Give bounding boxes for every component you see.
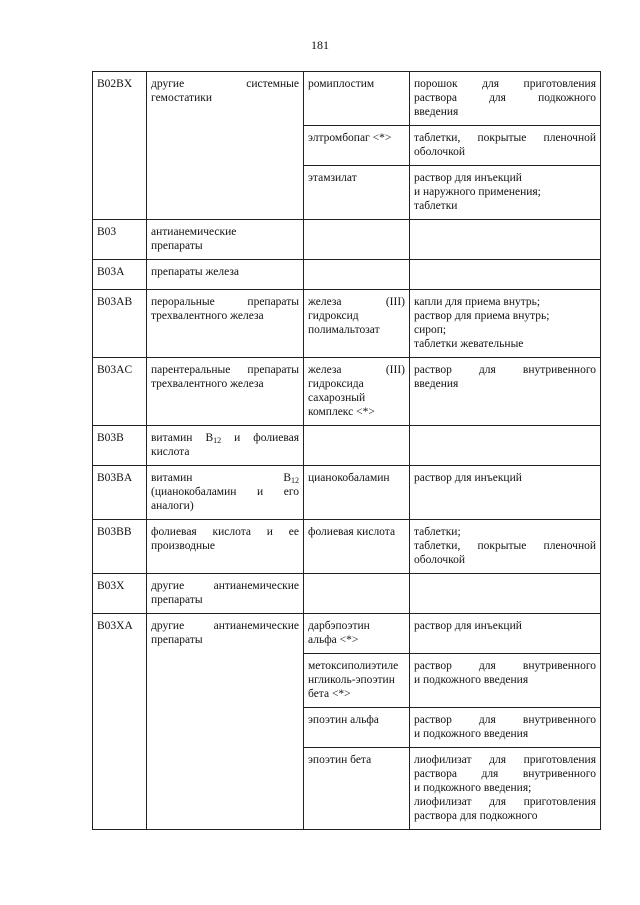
dosage-form-cell <box>410 220 601 260</box>
atc-code-cell: B03 <box>93 220 147 260</box>
atc-code-cell: B03BA <box>93 466 147 520</box>
anatomical-group-cell <box>147 260 304 290</box>
cell-line: витамин $B_{12}$ и фолиевая <box>151 432 299 445</box>
cell-line: лиофилизат для приготовления <box>414 754 596 766</box>
drug-name-cell <box>304 426 410 466</box>
dosage-form-cell <box>410 290 601 358</box>
cell-line: препараты <box>151 634 203 646</box>
dosage-form-cell <box>410 614 601 654</box>
cell-line: гидроксид <box>308 310 359 322</box>
cell-line: другие антианемические <box>151 580 299 592</box>
table-row <box>93 290 601 358</box>
page-number: 181 <box>311 38 329 52</box>
cell-line: сироп; <box>414 324 447 336</box>
cell-line: раствор для внутривенного <box>414 660 596 672</box>
dosage-form-cell <box>410 574 601 614</box>
cell-line: гемостатики <box>151 92 212 104</box>
cell-line: эпоэтин бета <box>308 754 372 766</box>
table-row <box>93 72 601 126</box>
table-row <box>93 358 601 426</box>
dosage-form-cell <box>410 466 601 520</box>
cell-line: антианемические <box>151 226 237 238</box>
drug-name-cell <box>304 574 410 614</box>
dosage-form-cell <box>410 166 601 220</box>
cell-line: витамин $B_{12}$ <box>151 472 299 485</box>
cell-line: лиофилизат для приготовления <box>414 796 596 808</box>
cell-line: кислота <box>151 446 190 458</box>
cell-line: препараты <box>151 594 203 606</box>
cell-line: аналоги) <box>151 500 194 512</box>
anatomical-group-cell <box>147 520 304 574</box>
atc-code-cell: B02BX <box>93 72 147 220</box>
dosage-form-cell <box>410 708 601 748</box>
cell-line: эпоэтин альфа <box>308 714 379 726</box>
cell-line: введения <box>414 106 459 118</box>
cell-line: трехвалентного железа <box>151 378 264 390</box>
cell-line: раствор для инъекций <box>414 472 522 484</box>
cell-line: и наружного применения; <box>414 186 541 198</box>
table-row <box>93 520 601 574</box>
drug-name-cell <box>304 166 410 220</box>
cell-line: таблетки жевательные <box>414 338 524 350</box>
atc-code-cell: B03AB <box>93 290 147 358</box>
dosage-form-cell <box>410 126 601 166</box>
table-row <box>93 220 601 260</box>
cell-line: и подкожного введения; <box>414 782 532 794</box>
dosage-form-cell <box>410 72 601 126</box>
atc-code-cell: B03AC <box>93 358 147 426</box>
cell-line: производные <box>151 540 215 552</box>
drug-name-cell <box>304 220 410 260</box>
dosage-form-cell <box>410 654 601 708</box>
cell-line: железа (III) <box>308 364 405 376</box>
cell-line: этамзилат <box>308 172 357 184</box>
cell-line: ромиплостим <box>308 78 375 90</box>
drug-name-cell <box>304 520 410 574</box>
cell-line: препараты железа <box>151 266 239 278</box>
anatomical-group-cell <box>147 220 304 260</box>
cell-line: порошок для приготовления <box>414 78 596 90</box>
drug-name-cell <box>304 290 410 358</box>
cell-line: оболочкой <box>414 554 466 566</box>
cell-line: элтромбопаг <*> <box>308 132 392 144</box>
anatomical-group-cell <box>147 574 304 614</box>
table-row <box>93 614 601 654</box>
cell-line: железа (III) <box>308 296 405 308</box>
cell-line: раствора для внутривенного <box>414 768 596 780</box>
cell-line: гидроксида <box>308 378 364 390</box>
drug-name-cell <box>304 260 410 290</box>
dosage-form-cell <box>410 520 601 574</box>
anatomical-group-cell <box>147 358 304 426</box>
cell-line: парентеральные препараты <box>151 364 299 376</box>
cell-line: метоксиполиэтиле <box>308 660 399 672</box>
dosage-form-cell <box>410 358 601 426</box>
cell-line: трехвалентного железа <box>151 310 264 322</box>
drug-classification-table <box>92 71 601 830</box>
cell-line: раствор для инъекций <box>414 172 522 184</box>
cell-line: цианокобаламин <box>308 472 390 484</box>
drug-name-cell <box>304 748 410 830</box>
cell-line: препараты <box>151 240 203 252</box>
cell-line: раствора для подкожного <box>414 92 596 104</box>
table-row <box>93 466 601 520</box>
atc-code-cell: B03XA <box>93 614 147 830</box>
cell-line: таблетки, покрытые пленочной <box>414 132 596 144</box>
dosage-form-cell <box>410 748 601 830</box>
anatomical-group-cell <box>147 426 304 466</box>
cell-line: и подкожного введения <box>414 728 529 740</box>
table-row <box>93 260 601 290</box>
atc-code-cell: B03BB <box>93 520 147 574</box>
drug-name-cell <box>304 708 410 748</box>
cell-line: другие антианемические <box>151 620 299 632</box>
atc-code-cell: B03X <box>93 574 147 614</box>
atc-code-cell: B03B <box>93 426 147 466</box>
cell-line: сахарозный <box>308 392 366 404</box>
cell-line: бета <*> <box>308 688 351 700</box>
cell-line: раствора для подкожного <box>414 810 538 822</box>
anatomical-group-cell <box>147 72 304 220</box>
drug-name-cell <box>304 466 410 520</box>
cell-line: введения <box>414 378 459 390</box>
anatomical-group-cell <box>147 290 304 358</box>
atc-code-cell: B03A <box>93 260 147 290</box>
table-row <box>93 426 601 466</box>
cell-line: (цианокобаламин и его <box>151 486 299 498</box>
cell-line: фолиевая кислота <box>308 526 396 538</box>
drug-name-cell <box>304 614 410 654</box>
cell-line: капли для приема внутрь; <box>414 296 541 308</box>
cell-line: раствор для внутривенного <box>414 714 596 726</box>
anatomical-group-cell <box>147 466 304 520</box>
cell-line: таблетки <box>414 200 458 212</box>
cell-line: оболочкой <box>414 146 466 158</box>
cell-line: раствор для приема внутрь; <box>414 310 550 322</box>
dosage-form-cell <box>410 260 601 290</box>
cell-line: раствор для внутривенного <box>414 364 596 376</box>
cell-line: альфа <*> <box>308 634 359 646</box>
cell-line: дарбэпоэтин <box>308 620 370 632</box>
cell-line: таблетки; <box>414 526 461 538</box>
cell-line: другие системные <box>151 78 299 90</box>
cell-line: нгликоль-эпоэтин <box>308 674 395 686</box>
cell-line: пероральные препараты <box>151 296 299 308</box>
cell-line: таблетки, покрытые пленочной <box>414 540 596 552</box>
anatomical-group-cell <box>147 614 304 830</box>
drug-name-cell <box>304 358 410 426</box>
drug-name-cell <box>304 126 410 166</box>
dosage-form-cell <box>410 426 601 466</box>
cell-line: комплекс <*> <box>308 406 375 418</box>
drug-name-cell <box>304 654 410 708</box>
drug-name-cell <box>304 72 410 126</box>
cell-line: и подкожного введения <box>414 674 529 686</box>
cell-line: раствор для инъекций <box>414 620 522 632</box>
table-row <box>93 574 601 614</box>
cell-line: фолиевая кислота и ее <box>151 526 299 538</box>
cell-line: полимальтозат <box>308 324 380 336</box>
